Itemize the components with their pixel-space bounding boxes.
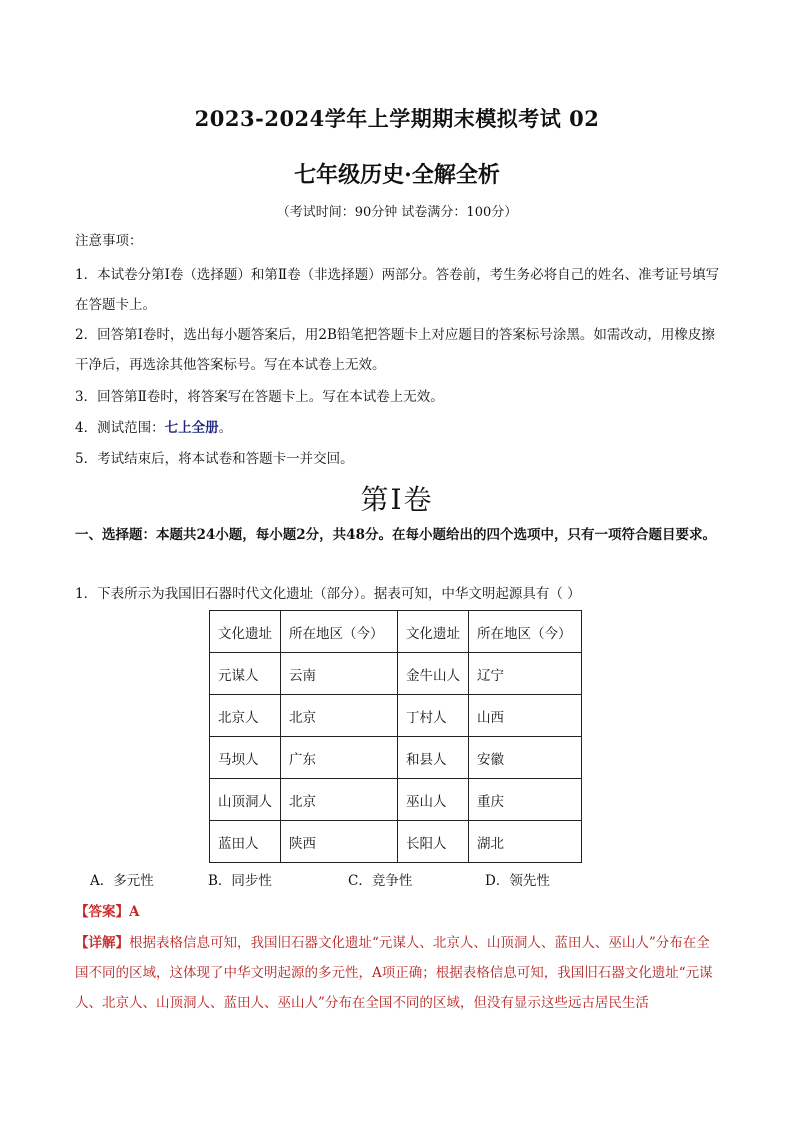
table-row	[210, 695, 582, 737]
table-cell: 金牛山人	[398, 653, 469, 695]
table-cell: 山西	[469, 695, 582, 737]
note-item-4-suffix: 。	[218, 420, 233, 436]
table-cell: 长阳人	[398, 821, 469, 863]
part-instructions	[75, 519, 723, 551]
table-header-row	[210, 611, 582, 653]
table-cell: 丁村人	[398, 695, 469, 737]
table-cell: 重庆	[469, 779, 582, 821]
answer-label: 【答案】	[75, 904, 129, 920]
note-item-2: 2．回答第Ⅰ卷时，选出每小题答案后，用2B铅笔把答题卡上对应题目的答案标号涂黑。如需改动，用橡皮擦干净后，再选涂其他答案标号。写在本试卷上无效。	[75, 327, 715, 373]
option-c: C．竞争性	[348, 873, 413, 889]
detail-text: 根据表格信息可知，我国旧石器文化遗址“元谋人、北京人、山顶洞人、蓝田人、巫山人”分布在全国不同的区域，这体现了中华文明起源的多元性，A项正确；根据表格信息可知，我国旧石器文化遗址“元谋人、北京人、山顶洞人、蓝田人、巫山人”分布在全国不同的区域，但没有显示这些远古居民生活	[75, 935, 713, 1011]
part-label: 一、选择题	[75, 527, 143, 543]
exam-title: 2023-2024学年上学期期末模拟考试 02	[194, 106, 600, 131]
table-cell: 安徽	[469, 737, 582, 779]
exam-info: （考试时间：90分钟 试卷满分：100分）	[276, 205, 518, 220]
table-row	[210, 653, 582, 695]
exam-subtitle: 七年级历史·全解全析	[294, 162, 500, 188]
option-d: D．领先性	[485, 873, 550, 889]
table-header-cell: 所在地区（今）	[469, 611, 582, 653]
part-text: ：本题共24小题，每小题2分，共48分。在每小题给出的四个选项中，只有一项符合题目要求。	[142, 527, 716, 543]
table-cell: 湖北	[469, 821, 582, 863]
note-item-3: 3．回答第Ⅱ卷时，将答案写在答题卡上。写在本试卷上无效。	[75, 389, 444, 405]
sites-table	[209, 610, 582, 863]
table-cell: 陕西	[281, 821, 398, 863]
note-item-1: 1．本试卷分第Ⅰ卷（选择题）和第Ⅱ卷（非选择题）两部分。答卷前，考生务必将自己的姓名、准考证号填写在答题卡上。	[75, 267, 720, 313]
detail-explanation	[75, 928, 723, 1018]
notes-heading: 注意事项：	[75, 233, 143, 249]
answer-line	[75, 898, 139, 926]
question-1-stem: 1．下表所示为我国旧石器时代文化遗址（部分）。据表可知，中华文明起源具有（ ）	[75, 586, 581, 602]
table-cell: 辽宁	[469, 653, 582, 695]
table-header-cell: 所在地区（今）	[281, 611, 398, 653]
table-cell: 巫山人	[398, 779, 469, 821]
note-item-4	[75, 413, 723, 443]
option-b: B．同步性	[208, 873, 272, 889]
section-title: 第Ⅰ卷	[360, 483, 434, 516]
note-item-5: 5．考试结束后，将本试卷和答题卡一并交回。	[75, 451, 354, 467]
table-cell: 北京人	[210, 695, 281, 737]
table-cell: 云南	[281, 653, 398, 695]
test-scope: 七上全册	[164, 420, 219, 436]
table-cell: 北京	[281, 695, 398, 737]
table-cell: 马坝人	[210, 737, 281, 779]
table-header-cell: 文化遗址	[210, 611, 281, 653]
table-cell: 山顶洞人	[210, 779, 281, 821]
table-row	[210, 779, 582, 821]
table-row	[210, 821, 582, 863]
detail-label: 【详解】	[75, 935, 129, 951]
table-row	[210, 737, 582, 779]
table-cell: 广东	[281, 737, 398, 779]
table-cell: 北京	[281, 779, 398, 821]
table-header-cell: 文化遗址	[398, 611, 469, 653]
table-cell: 蓝田人	[210, 821, 281, 863]
table-cell: 和县人	[398, 737, 469, 779]
option-a: A．多元性	[90, 873, 154, 889]
table-cell: 元谋人	[210, 653, 281, 695]
answer-value: A	[129, 904, 140, 920]
note-item-4-prefix: 4．测试范围：	[75, 420, 165, 436]
